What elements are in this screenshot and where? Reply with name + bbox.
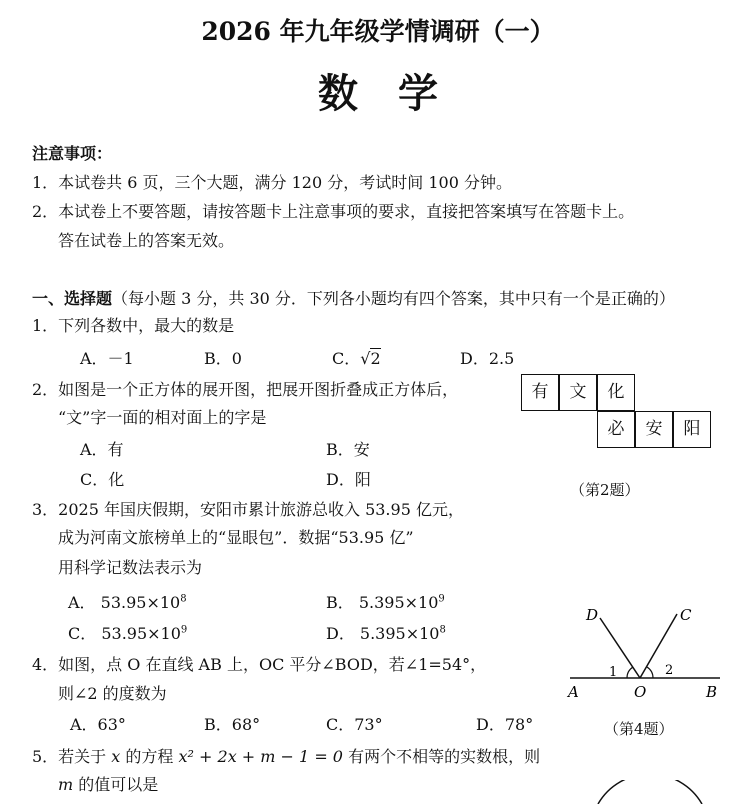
note-item-2: 2．本试卷上不要答题，请按答题卡上注意事项的要求，直接把答案填写在答题卡上。 bbox=[32, 202, 635, 221]
q5-stem-line2 bbox=[58, 772, 158, 795]
label-d: D bbox=[586, 606, 599, 624]
circle-arc bbox=[598, 780, 702, 804]
q3-stem-line1: 3．2025 年国庆假期，安阳市累计旅游总收入 53.95 亿元， bbox=[32, 500, 464, 519]
circle-figure-partial bbox=[590, 780, 710, 804]
q3-stem-line2: 成为河南文旅榜单上的“显眼包”．数据“53.95 亿” bbox=[58, 528, 414, 547]
q3-option-c-base: C． 53.95×10 bbox=[68, 624, 181, 643]
q3-stem-line3: 用科学记数法表示为 bbox=[58, 558, 203, 577]
q3-option-a bbox=[68, 590, 187, 613]
angle-1-arc bbox=[627, 667, 633, 678]
section-title: 一、选择题 bbox=[32, 289, 113, 308]
angle-2-arc bbox=[647, 667, 653, 678]
label-a: A bbox=[568, 683, 579, 701]
q5-stem-line1 bbox=[32, 744, 540, 767]
q4-stem-line2: 则∠2 的度数为 bbox=[58, 684, 167, 703]
label-o: O bbox=[634, 683, 647, 701]
net-cell: 安 bbox=[635, 411, 673, 448]
label-angle-2: 2 bbox=[665, 663, 674, 678]
sqrt-symbol-icon: √ bbox=[360, 349, 371, 368]
q5-stem-part1: 5．若关于 bbox=[32, 747, 112, 766]
q2-stem-line2: “文”字一面的相对面上的字是 bbox=[58, 408, 267, 427]
q3-option-b-exponent: 9 bbox=[438, 593, 445, 605]
q3-option-b bbox=[326, 590, 445, 613]
label-b: B bbox=[706, 683, 718, 701]
net-cell: 文 bbox=[559, 374, 597, 411]
q3-option-c-exponent: 9 bbox=[180, 624, 188, 636]
q2-option-d: D．阳 bbox=[326, 470, 371, 489]
net-cell: 有 bbox=[521, 374, 559, 411]
q1-option-c-label: C． bbox=[332, 349, 361, 368]
q3-option-d bbox=[326, 621, 446, 644]
note-item-1: 1．本试卷共 6 页，三个大题，满分 120 分，考试时间 100 分钟。 bbox=[32, 173, 512, 192]
q5-stem-part3: 有两个不相等的实数根，则 bbox=[342, 747, 541, 766]
q4-option-b: B．68° bbox=[204, 715, 261, 734]
net-cell: 必 bbox=[597, 411, 635, 448]
q5-stem-part4: 的值可以是 bbox=[73, 775, 159, 794]
q4-option-c: C．73° bbox=[326, 715, 383, 734]
section-heading bbox=[32, 286, 675, 309]
net-cell: 阳 bbox=[673, 411, 711, 448]
q5-stem-part2: 的方程 bbox=[120, 747, 179, 766]
q1-option-d: D．2.5 bbox=[460, 349, 515, 368]
q4-figure-caption: （第4题） bbox=[604, 720, 674, 738]
q3-option-a-base: A． 53.95×10 bbox=[68, 593, 181, 612]
label-c: C bbox=[680, 606, 692, 624]
q1-stem: 1．下列各数中，最大的数是 bbox=[32, 316, 235, 335]
q4-option-d: D．78° bbox=[476, 715, 534, 734]
q1-option-c-radicand: 2 bbox=[370, 349, 381, 368]
q1-option-c bbox=[332, 346, 381, 369]
q1-option-a: A．－1 bbox=[80, 349, 134, 368]
label-angle-1: 1 bbox=[609, 665, 618, 680]
q3-option-c bbox=[68, 621, 187, 644]
q1-option-b: B．0 bbox=[204, 349, 242, 368]
q3-option-a-exponent: 8 bbox=[180, 593, 187, 605]
q3-option-b-base: B． 5.395×10 bbox=[326, 593, 439, 612]
q2-option-a: A．有 bbox=[80, 440, 124, 459]
q2-stem-line1: 2．如图是一个正方体的展开图，把展开图折叠成正方体后， bbox=[32, 380, 459, 399]
note-item-2-cont: 答在试卷上的答案无效。 bbox=[58, 231, 235, 250]
q4-option-a: A．63° bbox=[70, 715, 126, 734]
q5-var-x: x bbox=[111, 747, 121, 766]
q5-var-m: m bbox=[58, 775, 74, 794]
q2-option-b: B．安 bbox=[326, 440, 370, 459]
q2-option-c: C．化 bbox=[80, 470, 125, 489]
angle-figure bbox=[560, 598, 730, 708]
q5-equation: x² + 2x + m − 1 = 0 bbox=[178, 747, 343, 766]
net-cell: 化 bbox=[597, 374, 635, 411]
section-description: （每小题 3 分，共 30 分．下列各小题均有四个答案，其中只有一个是正确的） bbox=[112, 289, 675, 308]
subject-title: 数学 bbox=[318, 70, 478, 117]
exam-title: 2026 年九年级学情调研（一） bbox=[201, 17, 555, 46]
notes-heading: 注意事项： bbox=[32, 144, 113, 163]
q2-figure-caption: （第2题） bbox=[570, 481, 640, 499]
q3-option-d-exponent: 8 bbox=[439, 624, 446, 636]
ray-od bbox=[600, 618, 640, 678]
q3-option-d-base: D． 5.395×10 bbox=[326, 624, 440, 643]
q4-stem-line1: 4．如图，点 O 在直线 AB 上，OC 平分∠BOD，若∠1=54°， bbox=[32, 655, 487, 674]
